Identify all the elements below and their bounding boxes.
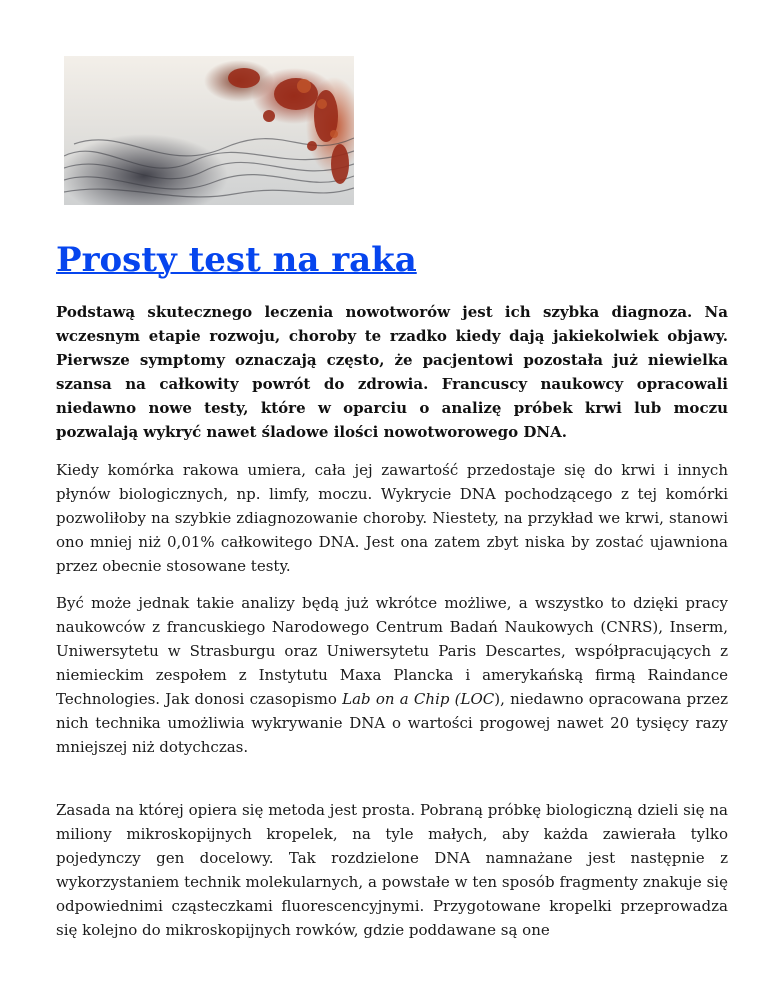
microscopy-illustration [64, 56, 354, 205]
article-title [56, 236, 417, 284]
article-lead: Podstawą skutecznego leczenia nowotworów jest ich szybka diagnoza. Na wczesnym etapie rozwoju, choroby te rzadko kiedy dają jakiekolwiek objawy. Pierwsze symptomy oznaczają często, że pacjentowi pozostała już niewielka szansa na całkowity powrót do zdrowia. Francuscy naukowcy opracowali niedawno nowe testy, które w oparciu o analizę próbek krwi lub moczu pozwalają wykryć nawet śladowe ilości nowotworowego DNA. [56, 303, 728, 441]
hero-image [64, 56, 354, 205]
paragraph-2-text-a: Być może jednak takie analizy będą już wkrótce możliwe, a wszystko to dzięki pracy naukowców z francuskiego Narodowego Centrum Badań Naukowych (CNRS), Inserm, Uniwersytetu w Strasburgu oraz Uniwersytetu Paris Descartes, współpracujących z niemieckim zespołem z Instytutu Maxa Plancka i amerykańską firmą Raindance Technologies. Jak donosi czasopismo [56, 594, 728, 708]
paragraph-2-text-b: ), niedawno opracowana przez nich technika umożliwia wykrywanie DNA o wartości progowej nawet 20 tysięcy razy mniejszej niż dotychczas. [56, 690, 728, 756]
article-paragraph-3: Zasada na której opiera się metoda jest prosta. Pobraną próbkę biologiczną dzieli się na miliony mikroskopijnych kropelek, na tyle małych, aby każda zawierała tylko pojedynczy gen docelowy. Tak rozdzielone DNA namnażane jest następnie z wykorzystaniem technik molekularnych, a powstałe w ten sposób fragmenty znakuje się odpowiednimi cząsteczkami fluorescencyjnymi. Przygotowane kropelki przeprowadza się kolejno do mikroskopijnych rowków, gdzie poddawane są one [56, 801, 728, 939]
article-paragraph-2 [56, 591, 728, 759]
article-paragraph-1: Kiedy komórka rakowa umiera, cała jej zawartość przedostaje się do krwi i innych płynów biologicznych, np. limfy, moczu. Wykrycie DNA pochodzącego z tej komórki pozwoliłoby na szybkie zdiagnozowanie choroby. Niestety, na przykład we krwi, stanowi ono mniej niż 0,01% całkowitego DNA. Jest ona zatem zbyt niska by zostać ujawniona przez obecnie stosowane testy. [56, 461, 728, 575]
journal-name: Lab on a Chip (LOC [342, 690, 495, 708]
article-title-link[interactable]: Prosty test na raka [56, 240, 417, 280]
